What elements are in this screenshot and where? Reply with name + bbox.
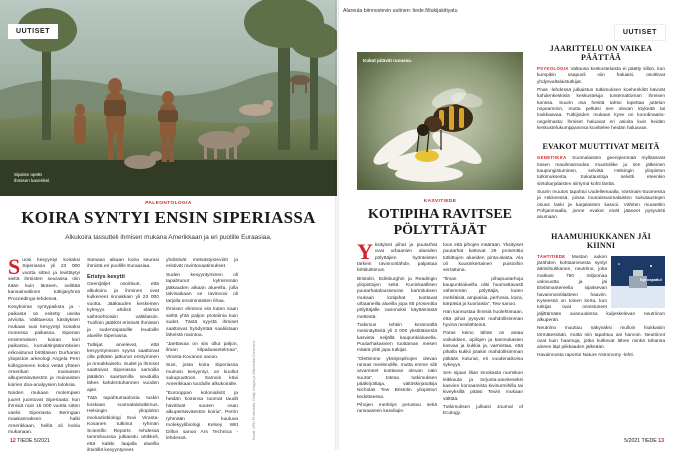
sidebar-text (537, 155, 665, 221)
right-page (337, 0, 674, 450)
top-line-text: Alareuta biinnostevin uutinen: tiede.fi/tukijakitiyatu (343, 8, 458, 14)
kicker-botany: KASVITIEDE (423, 199, 457, 204)
topic-label: PSYKOLOGIA (537, 66, 569, 71)
left-page (0, 0, 337, 454)
page-footer (10, 438, 50, 444)
paragraph: Suden kesyyntyminen oli tapahtunut kylmimmän jääkauden aikaan alueella, jolla talvisaikaan se ravinnosi oli tarjolla ensimmäisten lihaa. (166, 272, 238, 304)
paragraph: Geenijäljet osoittivat, että alkukoira ja ihminen ovat kulkeneet rinnakkain yli 23 000 vuotta. Jääkauden keskeinen kylmyys ahdisti eläimiä vaihtoehtoisiin välitilaisiin. Tuolloin jäätiköt eristivät ihmisten ja sudenrapatullle leudoille alueille Siperiassa. (87, 282, 159, 340)
paragraph: Hän kannustaa ihmisiä huolehtimaan, että pihat pysyvät mahdollisimman hyvinä mesilähteinä. (443, 310, 523, 328)
paragraph: yhdistivät metsästysreviirit ja eristivät ravintovaatimukset. (166, 258, 238, 270)
news-sidebar (537, 44, 665, 360)
page-number: 13 (658, 438, 664, 444)
paragraph: Havainnosta raportoi Nature Astronomy -lehti. (537, 353, 635, 359)
bee-photo (357, 52, 523, 190)
paragraph: Kesykoiran syntypaiksta ja -paikasta on esitetty useita arvioita. Valittaessa käsityksen mukaan susi kesyyntyi koiraksi monessa paikassa. Siperian ensimmäisen koiran kori paikantui, kumaläinjäännöksien erikoistunut brittiläisen Durhamin yliopiston arkeologi Angela Perri kollegoineen kokoi vetää yhteen Amerikan muinaisen alkuperäisväestön ja muinaisten koirien dna-analyysien tuloksia. (8, 305, 80, 388)
section-tag: UUTISET (614, 24, 666, 41)
article-column-2 (87, 258, 159, 455)
article-columns (8, 254, 238, 455)
paragraph: Tutkijat arvelevat, että kesyyntymisen syynä saattoivat olla pitkään jatkunut eristyminen ja rinnakkaiselo. Sudet ja ihmiset saattoivat Siperiassa samoilla jäätikön saartamilla seuduilla lähes kahdentuhannen vuoden ajan. (87, 342, 159, 393)
article-column-3 (166, 258, 238, 455)
paragraph: Pihojen merkitys perustuu sekä runsaaseen kasvilajis- (357, 402, 437, 415)
neutrino-photo (611, 256, 665, 308)
topic-label: TÄHTITIEDE (537, 253, 566, 259)
paragraph: Valtaosa keskusteluista ei päätty sillon, kun kumpikin osapuoli niin haluaisi, osoittivat yhdysvaltalaistutkijat. (537, 67, 665, 85)
dropcap: S (8, 254, 21, 279)
paragraph: Tätä tapahtumaolosta tuskin koskaan suomalaistutkimus. Helsingin yliopiston evoluutiobiologi Suvi Viranta-Kovanen tutkinut ryhmän Scientific Reports -lehdessä tammikuussa julkaisitu artikkeli, että kaikki laajalla alueilla ilmiöillä kesyyntyneet. (87, 396, 159, 454)
page-number: 12 (10, 438, 16, 444)
sidebar-heading: HAAMUHIUKKANEN JÄI KIINNI (551, 231, 651, 250)
paragraph: "Olettimme yksityispihojen olevan runsas meslendille, mutta emme silti arvanneet tuottavan olevan näin suurta", totesa tutkimuksen pääkirjoittaja, väitöskirjatutkija Nicholas Tew Bristolin yliopiston tiedotteessa. (357, 356, 437, 400)
page-brand: TIEDE 5/2021 (17, 438, 50, 444)
sidebar-heading: EVAKOT MUUTTIVAT MEITÄ (542, 142, 660, 152)
paragraph: uosi kesyyntyi koiraksi Siperiassa yli 23 000 vuotta sitten ja levittäytyi sieltä ihmisten seurassa niin itään kuin länteen, selittää kansainvälinen tutkijaryhmä Proceedings-lehdessä. (8, 258, 80, 302)
paragraph: Neutriino muuttuu näkyväksi mulloin hiukkasiin törmätessään, mutta niin tapahtuu ani harvoin. Neutriinot ovat kuin haamuja, jotka kulkevat lähes minkä tahansa aineen läpi piikkaaden jälkeään. (537, 326, 665, 351)
paragraph: "Eurooppan kolonialistit ja heidän koiransa tuomat taudit hävittivät suuren osan alkuperäisväestön koiria", Perrin ryhmään kuuluva molekyylibiologi Kelsey Witt Dillon sanoo Ars Technica -lehdessä. (166, 390, 238, 442)
topic-label: GENETIIKKA (537, 155, 567, 161)
article-headline: KOTIPIHA RAVITSEE PÖLYTTÄJÄT (367, 207, 513, 238)
page-brand: 5/2021 TIEDE (624, 438, 657, 444)
bee-caption: Kukat pitävät ruoassa. (363, 58, 413, 63)
paragraph: "Jaettavaa on siis ollut paljon, ilman kilpailuasetelmaa", Viranta-Kovanen sanoo. (166, 341, 238, 360)
paragraph: Ihmisen eliminoi eiä kuten kaan sieltä yhtä paljon proteiinia kuin sudet. Tästä syystä ihmiset saattoivat hyödyntää saaliistaan läheistä ravintoa. (166, 307, 238, 339)
paragraph: Tutkimus tehtiin kerännältä mesinäytteitä yli 3 000 ykstittäisestä kasvista neljällä kaupunkialueella. Puutarhakasvien tuottaman mesen määrä ylitti jopa tutkijat. (357, 322, 437, 354)
paragraph: Sen sijaan lilian innokasta nurmikon leikkuuta ja torjunta-aineiteseksi kasvien korvaamista kivinurmihilla tai kiveyksillä pitäisi Tewin mukaan välttää. (443, 371, 523, 402)
paragraph: Paras keino tähän on antaa voikukkien, apilojen ja kanmukasien kasvaa ja kukkia ja, varmistaa, että pihalla kukkii jotakin mahdollisimman pitkään kulunut, eri vuodenaikoina sykeyyn. (443, 331, 523, 368)
photo-credit: Kuvat: SPL/ Profimedia, Getty Images ja Wikimedia Commons (252, 340, 256, 440)
paragraph: Samaan aikaan koira seurasi ihmistä eri puolille Euraasiaa. (87, 258, 159, 270)
paragraph: Bristolin, Edinburghin ja Readingin yliopistojen sekä Kuninkaallisen puutarhatalousseuran kartoituksen mukaan kotipihat tuottavat urbaaneilla alueilla jopa 85 prosenttia pölyttäjälle ravinnoksi käyttämästä mettestä. (357, 276, 437, 320)
page-gutter (335, 0, 339, 450)
dropcap: Y (357, 239, 373, 264)
kicker-paleontology: PALEONTOLOGIA (145, 201, 192, 206)
paragraph: toon että pihojen määrään. Yksityiset puutarhat kattovat 29 prosenttia tutkittujen alueiden pinta-alasta. Ala oli kuusinkertainen puistoihin verrattuna. (443, 243, 523, 274)
paragraph: Mustan aukon järähden kohtaamisesta syntyi äärisihiukkanen, neutriino, joka matkasi 750 miljoonaa valovuotta ja jäi Etelämantereella sijaitsevan havainnointilaitteen haaviin. Kyseessä on toinen kerta, kun tutkijat ovat onnistuneet jäljittämään avaruudessa kuljeskelevan neutriinon alkuperän. (537, 254, 665, 323)
article-column-1 (357, 239, 437, 418)
sidebar-text (537, 254, 665, 360)
subheading: Eristys kesytti (87, 273, 125, 280)
paragraph: Susi, josta koira Siperiassa muinoin kesyyntyi, on kuollut sukupuuttoon. Samoin kävi Amerikkaan tuodulle alkukoiralle. (166, 363, 238, 388)
article-headline: KOIRA SYNTYI ENSIN SIPERIASSA (21, 208, 316, 227)
bee-on-flower (357, 52, 523, 190)
page-footer (624, 438, 664, 444)
sidebar-heading: JAARITTELU ON VAIKEA PÄÄTTÄÄ (549, 44, 653, 62)
article-columns (357, 239, 523, 418)
article-deck: Alkukoira tassutteli ihmisen mukana Amerikkaan ja eri puolille Euraasiaa. (65, 234, 272, 241)
section-tag: UUTISET (8, 24, 58, 39)
paragraph: Noiden mukaan molempien juuret juontuvat Siperiaata: kun ihmisiä noin 15 000 vuotta sitten vaelsi Siperiasta Beringian maakannaksen halki Amerikkaan, heillä oli koiria mukanaan. (8, 391, 80, 436)
paragraph: ksityiset pihat ja puutarhat ovat urbaanien alueiden pölyttäjien hyönteisten tärkein ravinnonlähde, paljastaa brittitutkimus. (357, 243, 437, 274)
paragraph: Pnas -lehdessä julkaistun tutkimuksen koehenkilöt kävivät kahdenkeskisiä keskusteluja tuntemattoman ihmisen kanssa. Suurin osa heistä tahtoi lopettaa juttelun nopeammin, mutta pelkäsi sen olevan töykeää tai loukkaavaa. Tutkijoiden mukaan kyse on koordinaatio-ongelmasta: ihmiset haluavat eri asioita kuin heidän keskustelukumppaninsa kuvittelee heidän haluavan. (537, 87, 665, 131)
hero-caption: Sijainte opettt ihmisen kaverikel. (14, 172, 51, 183)
sidebar-text (537, 66, 665, 132)
article-column-2 (443, 243, 523, 418)
paragraph: "Ilman pihapuutarhoja kaupunkialueilla olisi huomattavasti vähemmän pölyttäjiä, kuten mehiläisiä, ampiaisia, perhosia, koira, kärpäsiä ja kuoriaisia", Tew sanoo. (443, 276, 523, 307)
article-column-1 (8, 254, 80, 455)
paragraph: Suurin muutos tapahtui Uudellemaalla, Varsinais-Suomessa ja Hämeessä, joissa lounaissuomalaisten sukutaustojen osuus laski ja karjalaisten kasvoi. Vähiten muutettiin Pohjanmaalla, jonne evakot eivät jääneet pysyvästi asumaan. (537, 189, 665, 221)
paragraph: Suomalaisten geeniperimää myllässivät toisen maailmansodan muuttoliike ja sen jälkeinen kaupungistuminen, selviää Helsingin yliopiston tutkimuksesta. Sukutaustoja selvitti eteenkin siirtokarjalaisten siirtymä kohti länttä. (537, 156, 665, 187)
paragraph: Tutkimuksen julkaisi Journal of Ecology. (443, 404, 523, 417)
photo-caption: Nyt napattu! (639, 277, 662, 282)
